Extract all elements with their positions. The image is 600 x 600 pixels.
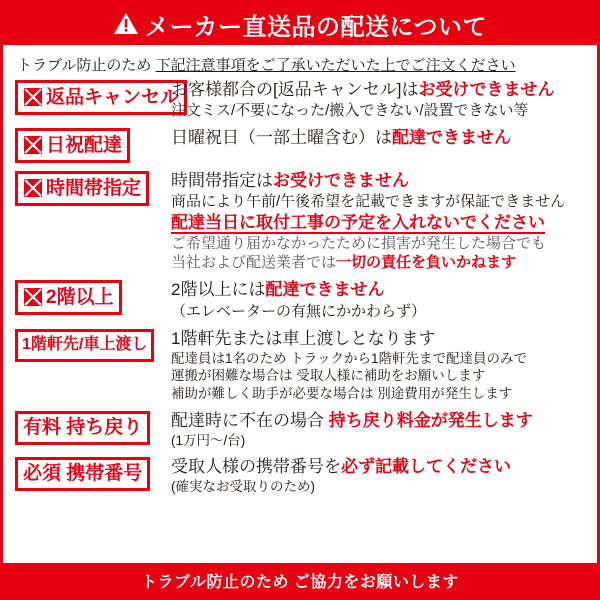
notice-tag xyxy=(15,329,154,362)
notice-row-body xyxy=(165,456,585,496)
notice-tag-label: 2階以上 xyxy=(46,286,114,308)
notice-line xyxy=(171,302,585,321)
crossed-box-icon xyxy=(23,178,43,198)
notice-tag-label: 必須 携帯番号 xyxy=(23,463,143,485)
notice-text: お受けできません xyxy=(418,80,555,99)
notice-row-tag-cell xyxy=(15,328,165,362)
notice-text: 1階軒先または車上渡しとなります xyxy=(171,328,436,348)
notice-line xyxy=(171,253,585,272)
notice-row xyxy=(15,127,585,163)
notice-row-body xyxy=(165,410,585,450)
notice-text: 持ち戻り料金が発生します xyxy=(328,410,533,430)
page-title: メーカー直送品の配送について xyxy=(144,13,488,41)
notice-row-tag-cell xyxy=(15,170,165,206)
notice-text: 必ず記載してください xyxy=(341,457,511,477)
notice-text: 配達できません xyxy=(392,128,511,148)
notice-row-body xyxy=(165,328,585,403)
notice-text: 商品により午前/午後希望を記載できますが保証できません xyxy=(171,193,566,211)
notice-line xyxy=(171,367,585,385)
notice-text: 運搬が困難な場合は 受取人様に補助をお願いします xyxy=(171,368,486,384)
notice-line xyxy=(171,478,585,496)
notice-rows xyxy=(3,79,597,496)
notice-tag-label: 返品キャンセル xyxy=(46,86,180,108)
crossed-box-icon xyxy=(23,87,43,107)
notice-tag xyxy=(15,411,150,445)
warning-triangle-icon xyxy=(113,12,139,36)
notice-row-body xyxy=(165,127,585,149)
notice-text: ご希望通り届かなかったために損害が発生した場合でも xyxy=(171,235,547,253)
notice-row xyxy=(15,170,585,272)
notice-text: 日曜祝日（一部土曜含む）は xyxy=(171,128,392,148)
notice-row-tag-cell xyxy=(15,279,165,315)
notice-row-tag-cell xyxy=(15,79,180,115)
notice-tag-label: 時間帯指定 xyxy=(46,177,142,199)
notice-row-body xyxy=(165,170,585,272)
notice-text: 配達当日に取付工事の予定を入れないでください xyxy=(171,213,545,235)
notice-row-body xyxy=(165,279,585,320)
notice-line xyxy=(171,234,585,253)
notice-row-body xyxy=(165,79,585,120)
notice-text: 注文ミス/不要になった/搬入できない/設置できない等 xyxy=(171,102,529,120)
notice-line xyxy=(171,410,585,432)
notice-tag xyxy=(15,128,130,163)
notice-row xyxy=(15,328,585,403)
notice-line xyxy=(171,212,585,235)
notice-row-tag-cell xyxy=(15,410,165,445)
notice-text: (1万円〜/台) xyxy=(171,432,246,448)
notice-text: 2階以上には xyxy=(171,280,266,300)
notice-line xyxy=(171,279,585,301)
notice-line xyxy=(171,101,585,120)
notice-text: 配達員は1名のため トラックから1階軒先まで配達員のみで xyxy=(171,350,527,366)
header-banner xyxy=(3,3,597,45)
notice-text: 受取人様の携帯番号を xyxy=(171,457,341,477)
notice-line xyxy=(171,192,585,211)
notice-tag xyxy=(15,171,149,206)
notice-text: (確実なお受取りのため) xyxy=(171,479,315,495)
notice-line xyxy=(171,385,585,403)
notice-line xyxy=(171,432,585,450)
notice-row xyxy=(15,456,585,496)
notice-row xyxy=(15,410,585,450)
subheading-underlined: 下記注意事項をご了承いただいた上でご注文ください xyxy=(155,57,516,74)
footer-text: トラブル防止のため ご協力をお願いします xyxy=(141,573,459,591)
notice-tag xyxy=(15,80,187,115)
notice-text: 補助が難しく助手が必要な場合は 別途費用が発生します xyxy=(171,385,513,401)
notice-line xyxy=(171,456,585,478)
subheading-prefix: トラブル防止のため xyxy=(17,57,156,74)
notice-row-tag-cell xyxy=(15,456,165,491)
notice-tag xyxy=(15,457,150,491)
notice-text: お客様都合の[返品キャンセル]は xyxy=(171,80,419,99)
notice-tag-label: 有料 持ち戻り xyxy=(23,416,143,438)
notice-line xyxy=(171,328,585,350)
notice-tag-label: 日祝配達 xyxy=(46,134,123,156)
notice-text: 当社および配送業者では xyxy=(171,254,337,272)
subheading xyxy=(3,45,597,79)
footer-banner xyxy=(3,563,597,597)
notice-text: 配達時に不在の場合 xyxy=(171,410,329,430)
crossed-box-icon xyxy=(23,135,43,155)
notice-row-tag-cell xyxy=(15,127,165,163)
notice-line xyxy=(171,170,585,192)
notice-line xyxy=(171,350,585,368)
notice-tag xyxy=(15,280,122,315)
notice-row xyxy=(15,79,585,120)
notice-row xyxy=(15,279,585,320)
notice-line xyxy=(171,127,585,149)
notice-text: （エレベーターの有無にかかわらず） xyxy=(171,302,427,320)
notice-tag-label: 1階軒先/車上渡し xyxy=(22,335,148,353)
notice-line xyxy=(171,79,585,101)
notice-text: 配達できません xyxy=(265,280,385,300)
notice-text: お受けできません xyxy=(273,171,409,191)
notice-text: 時間帯指定は xyxy=(171,171,273,191)
notice-text: 一切の責任を負いかねます xyxy=(336,254,517,272)
crossed-box-icon xyxy=(23,287,43,307)
